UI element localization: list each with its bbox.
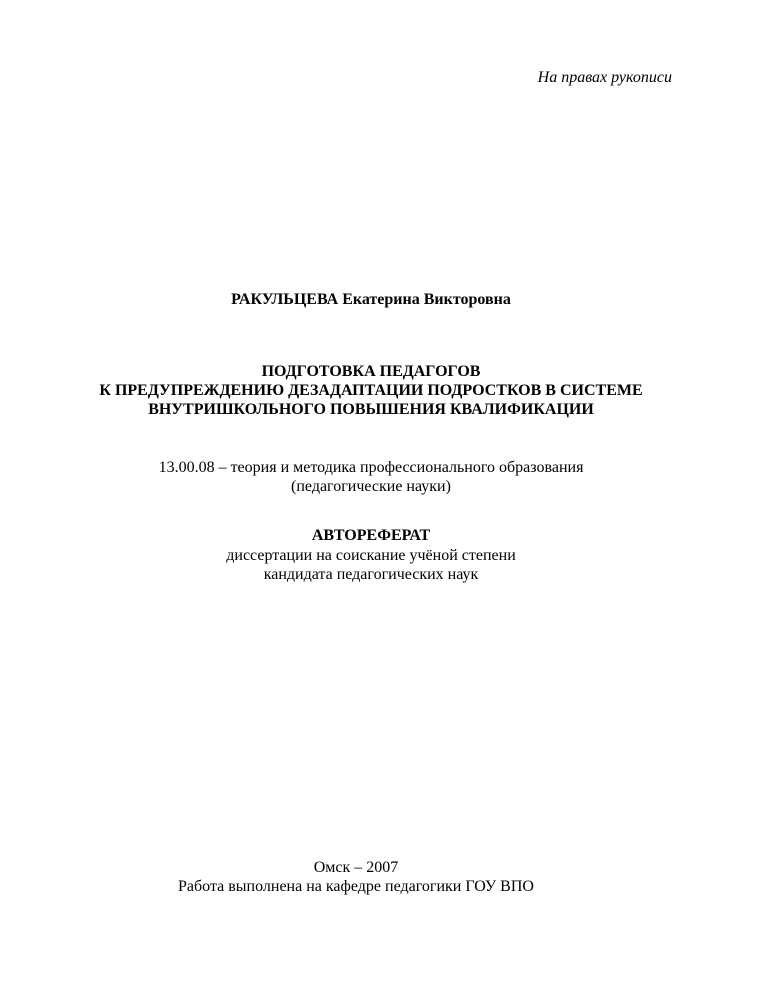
author-name: РАКУЛЬЦЕВА Екатерина Викторовна <box>231 291 511 308</box>
document-kind-desc-1: диссертации на соискание учёной степени <box>226 547 516 564</box>
document-kind-desc-2: кандидата педагогических наук <box>263 566 479 583</box>
specialty-code: 13.00.08 – теория и методика профессионального образования <box>158 459 584 476</box>
dissertation-title-line-1: ПОДГОТОВКА ПЕДАГОГОВ <box>261 363 481 380</box>
specialty-field: (педагогические науки) <box>291 478 451 495</box>
city-year: Омск – 2007 <box>313 859 399 876</box>
dissertation-title-line-2: К ПРЕДУПРЕЖДЕНИЮ ДЕЗАДАПТАЦИИ ПОДРОСТКОВ В СИСТЕМЕ <box>99 382 643 399</box>
dissertation-title-line-3: ВНУТРИШКОЛЬНОГО ПОВЫШЕНИЯ КВАЛИФИКАЦИИ <box>148 401 594 418</box>
work-note: Работа выполнена на кафедре педагогики ГОУ ВПО <box>178 878 534 895</box>
document-kind-label: АВТОРЕФЕРАТ <box>311 527 431 544</box>
rights-note: На правах рукописи <box>537 69 672 86</box>
